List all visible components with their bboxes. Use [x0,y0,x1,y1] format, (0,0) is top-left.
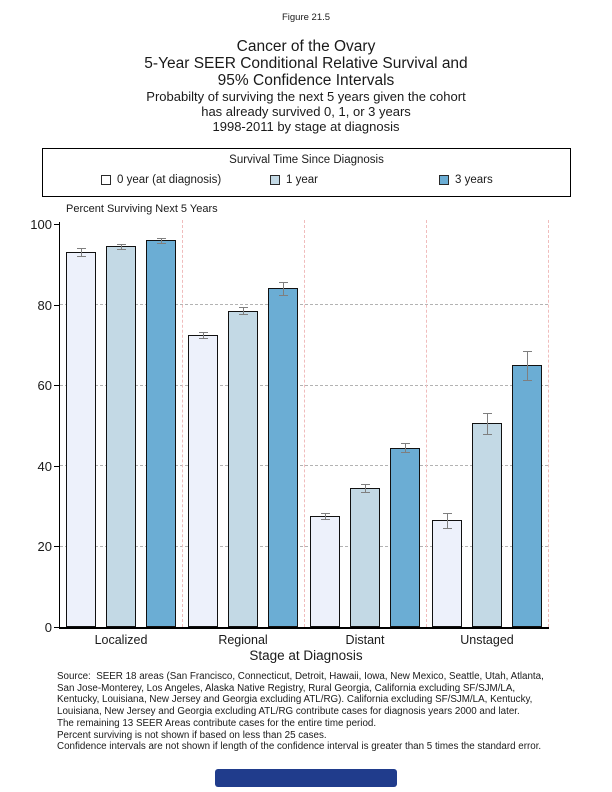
footnote-line: Louisiana, New Jersey and Georgia excluding ATL/RG contribute cases for diagnosis years 2000 and later. [57,706,520,718]
group-separator [304,220,305,627]
error-bar-cap [401,443,410,444]
chart-title-line-3: 95% Confidence Intervals [217,72,395,89]
category-label: Localized [94,633,148,647]
group-separator [426,220,427,627]
bar [390,448,420,627]
error-bar-cap [157,243,166,244]
legend-label-1-year: 1 year [286,174,318,186]
y-axis-line [59,222,60,629]
y-axis-tick [54,546,59,547]
y-tick-label: 20 [37,539,52,555]
error-bar-cap [483,434,492,435]
y-axis-tick [54,224,59,225]
error-bar-line [243,307,244,314]
error-bar-cap [279,282,288,283]
y-tick-label: 100 [30,217,52,232]
error-bar-cap [279,295,288,296]
bar [188,335,218,627]
bar [106,246,136,627]
chart-subtitle-line-3: 1998-2011 by stage at diagnosis [212,119,400,134]
bar [472,423,502,627]
bar [350,488,380,627]
error-bar-cap [239,307,248,308]
category-label: Distant [345,633,385,647]
error-bar-cap [523,380,532,381]
chart-title-line-1: Cancer of the Ovary [236,38,376,55]
legend-label-0-year: 0 year (at diagnosis) [117,174,222,186]
y-axis-title: Percent Surviving Next 5 Years [66,203,218,215]
error-bar-line [283,282,284,294]
error-bar-cap [321,513,330,514]
y-tick-label: 0 [44,620,52,635]
category-label: Unstaged [460,633,514,647]
error-bar-cap [157,238,166,239]
bar [512,365,542,627]
bar [146,240,176,627]
error-bar-cap [401,452,410,453]
x-axis-title: Stage at Diagnosis [249,648,363,663]
footnote-line: San Jose-Monterey, Los Angeles, Alaska Native Registry, Rural Georgia, California excluding SF/SJM/LA, [57,682,516,694]
error-bar-cap [239,314,248,315]
error-bar-line [405,443,406,452]
bar [228,311,258,627]
footnote-line: Percent surviving is not shown if based on less than 25 cases. [57,729,327,741]
bar [310,516,340,627]
bar [66,252,96,627]
error-bar-cap [77,248,86,249]
footnote-line: Source: SEER 18 areas (San Francisco, Connecticut, Detroit, Hawaii, Iowa, New Mexico, Seattle, Utah, Atlanta, [57,671,544,682]
y-axis-tick [54,305,59,306]
bottom-navy-bar [215,769,397,787]
error-bar-cap [199,338,208,339]
chart-subtitle-line-1: Probabilty of surviving the next 5 years given the cohort [146,89,466,104]
error-bar-cap [117,249,126,250]
error-bar-cap [483,413,492,414]
figure-number-label: Figure 21.5 [281,12,331,23]
y-tick-label: 80 [37,297,52,313]
group-separator [548,220,549,627]
error-bar-cap [523,351,532,352]
error-bar-cap [77,256,86,257]
bar [268,288,298,627]
error-bar-cap [117,244,126,245]
x-axis-line [59,627,549,629]
y-axis-tick [54,627,59,628]
error-bar-line [447,513,448,528]
error-bar-cap [443,528,452,529]
y-tick-label: 40 [37,458,52,474]
error-bar-cap [199,332,208,333]
error-bar-cap [443,513,452,514]
error-bar-cap [361,492,370,493]
error-bar-line [487,413,488,433]
error-bar-line [365,484,366,491]
footnote-line: Confidence intervals are not shown if length of the confidence interval is greater than 5 times the standard error. [57,741,542,753]
bar [432,520,462,627]
legend-label-3-years: 3 years [455,174,493,186]
error-bar-cap [361,484,370,485]
y-axis-tick [54,466,59,467]
footnote-block [57,671,597,753]
footnote-line: Kentucky, Louisiana, New Jersey and Georgia excluding ATL/RG). California excluding SF/SJM/LA, Kentucky, [57,694,533,706]
error-bar-line [527,351,528,380]
category-label: Regional [218,633,268,647]
y-tick-label: 60 [37,378,52,394]
error-bar-line [81,248,82,256]
error-bar-cap [321,519,330,520]
chart-title-line-2: 5-Year SEER Conditional Relative Survival and [144,55,468,72]
chart-subtitle-line-2: has already survived 0, 1, or 3 years [201,104,411,119]
y-axis-tick [54,385,59,386]
group-separator [182,220,183,627]
legend-title: Survival Time Since Diagnosis [229,154,384,166]
footnote-line: The remaining 13 SEER Areas contribute cases for the entire time period. [57,717,377,729]
